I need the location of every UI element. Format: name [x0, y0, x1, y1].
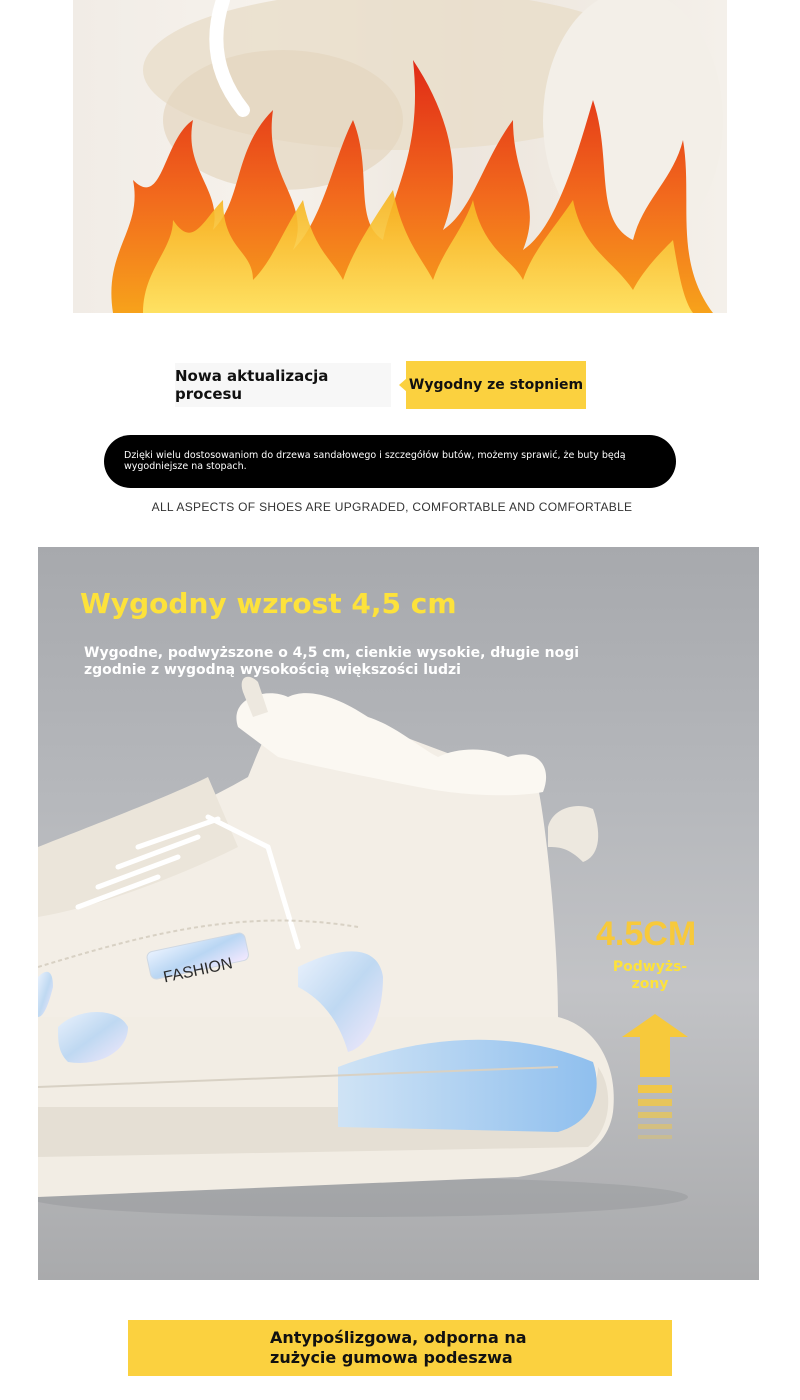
height-label	[604, 959, 696, 993]
comfort-badge: Wygodny ze stopniem	[406, 361, 586, 409]
height-label-text: Podwyżs- zony	[612, 959, 688, 992]
flame-illustration	[73, 0, 727, 313]
cut-off-text-line	[176, 1392, 626, 1400]
shoe-height-panel	[38, 547, 759, 1280]
sole-feature-banner	[128, 1320, 672, 1376]
info-pill-text: Dzięki wielu dostosowaniom do drzewa sandałowego i szczegółów butów, możemy sprawić, że buty będą wygodniejsze na stopach.	[124, 450, 626, 472]
fur-flame-image	[73, 0, 727, 313]
process-update-label: Nowa aktualizacja procesu	[175, 363, 391, 407]
comfort-height-description: Wygodne, podwyższone o 4,5 cm, cienkie wysokie, długie nogi zgodnie z wygodną wysokością większości ludzi	[84, 645, 580, 678]
english-caption: ALL ASPECTS OF SHOES ARE UPGRADED, COMFORTABLE AND COMFORTABLE	[151, 500, 633, 514]
up-arrow-icon	[622, 1014, 688, 1139]
info-pill	[104, 435, 676, 488]
sole-feature-text: Antypoślizgowa, odporna na zużycie gumowa podeszwa	[270, 1328, 527, 1367]
fashion-badge-text: FASHION	[161, 955, 235, 987]
height-value: 4.5CM	[596, 915, 697, 953]
comfort-height-heading: Wygodny wzrost 4,5 cm	[80, 587, 457, 620]
